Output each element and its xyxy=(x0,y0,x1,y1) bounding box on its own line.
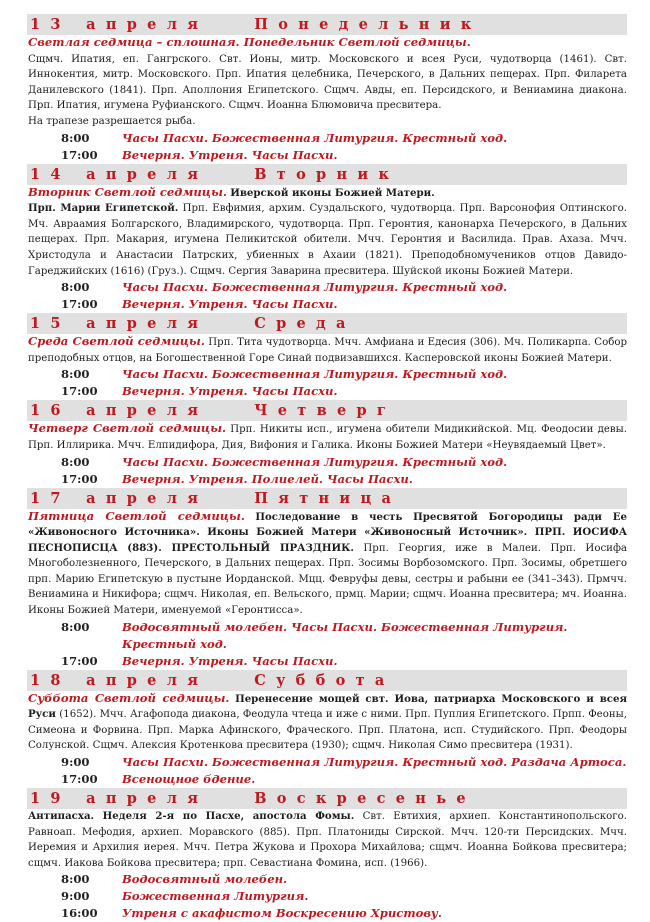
day-description xyxy=(27,185,627,280)
service-name: Вечерня. Утреня. Часы Пасхи. xyxy=(122,384,338,399)
day-header xyxy=(27,670,627,691)
saints-text: Сщмч. Ипатия, еп. Гангрского. Свт. Ионы, митр. Московского и всея Руси, чудотворца (1461). Свт. Иннокентия, митр. Московского. Прп. Ипатия целебника, Печерского, в Дальних пещерах. Прп. Филарета Данилевского (1841). Прп. Аполлония Египетского. Сщмч. Авды, еп. Персидского, и Вениамина диакона. Прп. Ипатия, игумена Руфианского. Сщмч. Иоанна Блюмовича пресвитера. xyxy=(28,53,627,112)
service-name: Водосвятный молебен. Часы Пасхи. Божественная Литургия. xyxy=(122,619,568,634)
service-row xyxy=(27,471,627,488)
feast-title: Светлая седмица – сплошная. Понедельник Светлой седмицы. xyxy=(28,35,471,49)
service-name-continued: Крестный ход. xyxy=(122,636,227,651)
service-row xyxy=(27,871,627,888)
feast-subtitle: Последование в честь Пресвятой Богородицы ради Ее «Живоносного Источника». Иконы Божией Матери «Живоносный Источник». ПРП. ИОСИФА ПЕСНОПИСЦА (883). ПРЕСТОЛЬНЫЙ ПРАЗДНИК. xyxy=(28,510,627,554)
service-row xyxy=(27,279,627,296)
day-weekday: Четверг xyxy=(254,402,397,420)
day-description xyxy=(27,35,627,130)
feast-title: Среда Светлой седмицы. xyxy=(28,334,205,349)
day-section-16 xyxy=(27,400,627,487)
day-date: 19 апреля xyxy=(30,790,209,808)
service-name: Часы Пасхи. Божественная Литургия. Крестный ход. Раздача Артоса. xyxy=(122,755,627,770)
service-name: Вечерня. Утреня. Часы Пасхи. xyxy=(122,653,338,668)
day-date: 16 апреля xyxy=(30,402,209,420)
day-header xyxy=(27,164,627,185)
service-time: 16:00 xyxy=(61,906,98,921)
day-section-14 xyxy=(27,164,627,314)
service-row xyxy=(27,296,627,313)
feast-title: Пятница Светлой седмицы. xyxy=(28,508,245,523)
day-header xyxy=(27,14,627,35)
service-name: Вечерня. Утреня. Часы Пасхи. xyxy=(122,297,338,312)
day-description xyxy=(27,509,627,619)
service-row xyxy=(27,454,627,471)
day-header xyxy=(27,788,627,809)
service-name: Часы Пасхи. Божественная Литургия. Крестный ход. xyxy=(122,130,508,145)
fasting-note: На трапезе разрешается рыба. xyxy=(28,115,196,127)
service-name: Вечерня. Утреня. Полиелей. Часы Пасхи. xyxy=(122,471,413,486)
feast-subtitle: Антипасха. Неделя 2-я по Пасхе, апостола Фомы. xyxy=(28,810,355,823)
feast-subtitle: Иверской иконы Божией Матери. xyxy=(230,186,435,199)
feast-title: Суббота Светлой седмицы. xyxy=(28,690,230,705)
service-time: 9:00 xyxy=(61,889,90,904)
day-section-17 xyxy=(27,488,627,670)
day-header xyxy=(27,313,627,334)
day-weekday: Понедельник xyxy=(254,16,482,33)
day-weekday: Суббота xyxy=(254,671,395,689)
day-section-18 xyxy=(27,670,627,788)
day-header xyxy=(27,400,627,421)
service-name: Божественная Литургия. xyxy=(122,889,309,904)
service-row xyxy=(27,754,627,771)
saints-text: (1652). Мчч. Агафопода диакона, Феодула чтеца и иже с ними. Прп. Пуплия Египетского. Прпп. Феоны, Симеона и Форвина. Прп. Марка Афинского, Фраческого. Прп. Платона, исп. Студийского. Прп. Феодоры Солунской. Сщмч. Алексия Кротенкова пресвитера (1930); сщмч. Николая Симо пресвитера (1931). xyxy=(28,709,627,752)
feast-subtitle: Перенесение мощей свт. Иова, патриарха Московского и всея Руси xyxy=(28,692,627,721)
service-time: 8:00 xyxy=(61,619,90,634)
feast-title: Вторник Светлой седмицы. xyxy=(28,184,227,199)
day-date: 13 апреля xyxy=(30,16,209,33)
service-row xyxy=(27,366,627,383)
feast-title: Четверг Светлой седмицы. xyxy=(28,421,227,436)
service-row xyxy=(27,653,627,670)
saints-text-bold: Прп. Марии Египетской. xyxy=(28,202,179,215)
day-weekday: Воскресенье xyxy=(254,790,476,808)
service-time: 17:00 xyxy=(61,147,98,162)
service-time: 8:00 xyxy=(61,367,90,382)
service-row xyxy=(27,771,627,788)
saints-text: Прп. Тита чудотворца. Мчч. Амфиана и Едесия (306). Мч. Поликарпа. Собор преподобных отцов, на Богошественной Горе Синай подвизавшихся. Касперовской иконы Божией Матери. xyxy=(28,337,627,364)
service-time: 8:00 xyxy=(61,280,90,295)
day-date: 17 апреля xyxy=(30,489,209,507)
saints-text: Прп. Евфимия, архим. Суздальского, чудотворца. Прп. Варсонофия Оптинского. Мч. Авраамия Болгарского, Владимирского, чудотворца. Прп. Геронтия, канонарха Печерского, в Дальних пещерах. Прп. Макария, игумена Пеликитской обители. Мчч. Геронтия и Василида. Прав. Ахаза. Мчч. Христодула и Анастасии Патрских, убиенных в Ахаии (1821). Преподобномучеников отцов Давидо-Гареджийских (1616) (Груз.). Сщмч. Сергия Заварина пресвитера. Шуйской иконы Божией Матери. xyxy=(28,203,627,277)
day-description xyxy=(27,421,627,453)
service-row xyxy=(27,383,627,400)
service-row xyxy=(27,619,627,653)
day-header xyxy=(27,488,627,509)
saints-text: Свт. Евтихия, архиеп. Константинопольского. Равноап. Мефодия, архиеп. Моравского (885). Прп. Платониды Сирской. Мчч. 120-ти Персидских. Мчч. Иеремия и Архилия иерея. Мчч. Петра Жукова и Прохора Михайлова; сщмч. Иоанна Бойкова пресвитера; сщмч. Иакова Бойкова пресвитера; прп. Севастиана Фомина, исп. (1966). xyxy=(28,811,627,869)
service-name: Часы Пасхи. Божественная Литургия. Крестный ход. xyxy=(122,280,508,295)
day-description xyxy=(27,691,627,754)
service-name: Всенощное бдение. xyxy=(122,772,256,787)
service-time: 8:00 xyxy=(61,872,90,887)
day-section-15 xyxy=(27,313,627,400)
day-date: 18 апреля xyxy=(30,671,209,689)
service-name: Часы Пасхи. Божественная Литургия. Крестный ход. xyxy=(122,367,508,382)
service-time: 8:00 xyxy=(61,454,90,469)
day-description xyxy=(27,809,627,871)
service-time: 17:00 xyxy=(61,297,98,312)
day-weekday: Пятница xyxy=(254,489,402,507)
day-description xyxy=(27,334,627,366)
service-row xyxy=(27,888,627,905)
service-name: Водосвятный молебен. xyxy=(122,872,288,887)
service-time: 9:00 xyxy=(61,755,90,770)
day-section-13 xyxy=(27,14,627,164)
service-name: Вечерня. Утреня. Часы Пасхи. xyxy=(122,147,338,162)
service-time: 8:00 xyxy=(61,130,90,145)
service-time: 17:00 xyxy=(61,471,98,486)
saints-text: Прп. Георгия, иже в Малеи. Прп. Иосифа Многоболезненного, Печерского, в Дальних пещерах. Прп. Зосимы Ворбозомского. Прп. Зосимы, обретшего прп. Марию Египетскую в пустыне Иорданской. Мцц. Февруфы девы, сестры и рабыни ее (341–343). Прмчч. Вениамина и Никифора; сщмч. Николая, еп. Вельского, прмц. Марии; сщмч. Иоанна пресвитера; мч. Иоанна. Иконы Божией Матери, именуемой «Геронтисса». xyxy=(28,542,627,617)
service-name: Часы Пасхи. Божественная Литургия. Крестный ход. xyxy=(122,454,508,469)
service-name: Утреня с акафистом Воскресению Христову. xyxy=(122,906,442,921)
day-date: 14 апреля xyxy=(30,165,209,183)
day-date: 15 апреля xyxy=(30,315,209,333)
service-time: 17:00 xyxy=(61,653,98,668)
schedule-page xyxy=(27,14,627,922)
day-weekday: Среда xyxy=(254,315,356,333)
day-section-19 xyxy=(27,788,627,922)
saints-text: Прп. Никиты исп., игумена обители Мидикийской. Мц. Феодосии девы. Прп. Иллирика. Мчч. Елпидифора, Дия, Вифония и Галика. Иконы Божией Матери «Неувядаемый Цвет». xyxy=(28,424,627,451)
service-row xyxy=(27,130,627,147)
service-time: 17:00 xyxy=(61,772,98,787)
day-weekday: Вторник xyxy=(254,165,400,183)
service-time: 17:00 xyxy=(61,384,98,399)
service-row xyxy=(27,147,627,164)
